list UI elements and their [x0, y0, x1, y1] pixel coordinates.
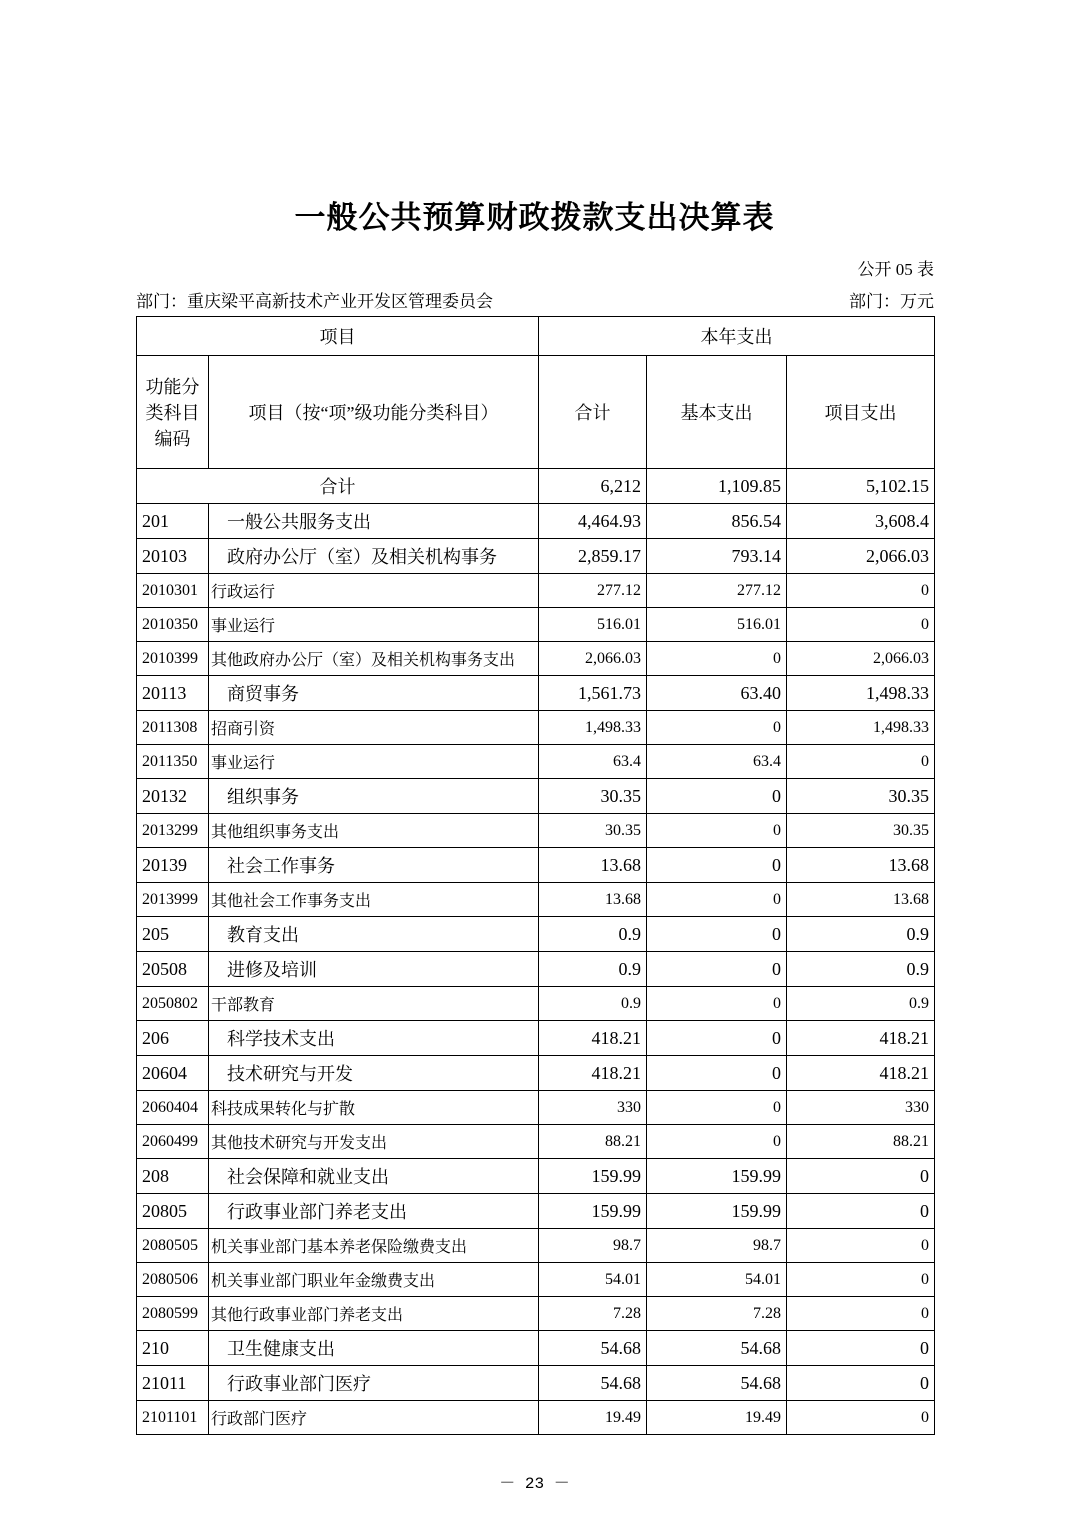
row-project: 0 [787, 574, 935, 608]
header-col-total: 合计 [539, 356, 647, 469]
row-basic: 856.54 [647, 504, 787, 539]
row-basic: 0 [647, 987, 787, 1021]
table-row [137, 814, 935, 848]
header-col-project: 项目支出 [787, 356, 935, 469]
row-basic: 54.68 [647, 1366, 787, 1401]
row-name: 事业运行 [209, 608, 539, 642]
row-total: 418.21 [539, 1056, 647, 1091]
row-code: 2011350 [137, 745, 209, 779]
table-row [137, 608, 935, 642]
row-code: 2060499 [137, 1125, 209, 1159]
row-total: 4,464.93 [539, 504, 647, 539]
row-name: 其他社会工作事务支出 [209, 883, 539, 917]
page-number: － 23 － [499, 1475, 570, 1493]
row-project: 418.21 [787, 1021, 935, 1056]
row-project: 88.21 [787, 1125, 935, 1159]
table-row [137, 1194, 935, 1229]
row-total: 2,859.17 [539, 539, 647, 574]
table-row [137, 1021, 935, 1056]
row-project: 30.35 [787, 779, 935, 814]
meta-row [136, 287, 934, 312]
row-basic: 277.12 [647, 574, 787, 608]
row-total-total: 6,212 [539, 469, 647, 504]
table-row [137, 642, 935, 676]
table-row [137, 1229, 935, 1263]
row-code: 2013299 [137, 814, 209, 848]
row-project: 0 [787, 1229, 935, 1263]
row-project: 0 [787, 1194, 935, 1229]
table-row [137, 883, 935, 917]
row-total: 1,498.33 [539, 711, 647, 745]
row-basic: 0 [647, 779, 787, 814]
row-name: 教育支出 [209, 917, 539, 952]
row-name: 社会保障和就业支出 [209, 1159, 539, 1194]
row-name: 其他行政事业部门养老支出 [209, 1297, 539, 1331]
row-name: 行政运行 [209, 574, 539, 608]
row-name: 卫生健康支出 [209, 1331, 539, 1366]
table-row [137, 1091, 935, 1125]
table-row [137, 779, 935, 814]
row-name: 行政部门医疗 [209, 1401, 539, 1435]
row-basic: 0 [647, 711, 787, 745]
row-code: 20805 [137, 1194, 209, 1229]
row-total: 330 [539, 1091, 647, 1125]
table-row [137, 952, 935, 987]
table-row [137, 1125, 935, 1159]
table-row [137, 917, 935, 952]
form-number: 公开 05 表 [857, 260, 934, 279]
row-total: 98.7 [539, 1229, 647, 1263]
row-code: 20508 [137, 952, 209, 987]
row-project: 0 [787, 608, 935, 642]
table-row [137, 1331, 935, 1366]
row-project: 418.21 [787, 1056, 935, 1091]
table-row [137, 1366, 935, 1401]
row-name: 行政事业部门养老支出 [209, 1194, 539, 1229]
row-project: 13.68 [787, 883, 935, 917]
row-code: 2080599 [137, 1297, 209, 1331]
row-name: 机关事业部门基本养老保险缴费支出 [209, 1229, 539, 1263]
header-col-code: 功能分类科目编码 [137, 356, 209, 469]
row-project: 0 [787, 1331, 935, 1366]
row-basic: 516.01 [647, 608, 787, 642]
row-code: 2013999 [137, 883, 209, 917]
row-basic: 0 [647, 1056, 787, 1091]
table-row [137, 745, 935, 779]
table-row [137, 1297, 935, 1331]
row-project: 0 [787, 745, 935, 779]
row-name: 科技成果转化与扩散 [209, 1091, 539, 1125]
row-project: 1,498.33 [787, 676, 935, 711]
table-row [137, 1263, 935, 1297]
row-name: 干部教育 [209, 987, 539, 1021]
row-total: 159.99 [539, 1159, 647, 1194]
row-total: 418.21 [539, 1021, 647, 1056]
row-total: 54.68 [539, 1331, 647, 1366]
table-row [137, 711, 935, 745]
row-code: 2080505 [137, 1229, 209, 1263]
budget-table [136, 316, 935, 1435]
department-label: 部门：重庆梁平高新技术产业开发区管理委员会 [136, 292, 493, 311]
row-name: 商贸事务 [209, 676, 539, 711]
row-code: 20132 [137, 779, 209, 814]
row-total-project: 5,102.15 [787, 469, 935, 504]
row-basic: 63.4 [647, 745, 787, 779]
row-basic: 0 [647, 814, 787, 848]
row-code: 206 [137, 1021, 209, 1056]
row-basic: 0 [647, 1091, 787, 1125]
row-total: 277.12 [539, 574, 647, 608]
row-project: 0 [787, 1263, 935, 1297]
row-total: 30.35 [539, 814, 647, 848]
row-project: 2,066.03 [787, 642, 935, 676]
row-name: 机关事业部门职业年金缴费支出 [209, 1263, 539, 1297]
row-project: 0 [787, 1159, 935, 1194]
row-code: 2010399 [137, 642, 209, 676]
row-name: 其他政府办公厅（室）及相关机构事务支出 [209, 642, 539, 676]
row-project: 0.9 [787, 952, 935, 987]
row-project: 13.68 [787, 848, 935, 883]
row-code: 2060404 [137, 1091, 209, 1125]
table-row [137, 848, 935, 883]
row-project: 0 [787, 1401, 935, 1435]
row-total: 2,066.03 [539, 642, 647, 676]
header-col-name: 项目（按“项”级功能分类科目） [209, 356, 539, 469]
row-code: 205 [137, 917, 209, 952]
row-basic: 63.40 [647, 676, 787, 711]
row-code: 2010350 [137, 608, 209, 642]
row-basic: 0 [647, 917, 787, 952]
row-total: 7.28 [539, 1297, 647, 1331]
row-name: 进修及培训 [209, 952, 539, 987]
row-project: 3,608.4 [787, 504, 935, 539]
row-basic: 159.99 [647, 1194, 787, 1229]
row-name: 组织事务 [209, 779, 539, 814]
row-total-label: 合计 [137, 469, 539, 504]
row-total: 13.68 [539, 883, 647, 917]
row-code: 2011308 [137, 711, 209, 745]
row-total: 13.68 [539, 848, 647, 883]
row-total: 54.68 [539, 1366, 647, 1401]
table-row [137, 1056, 935, 1091]
row-project: 0 [787, 1366, 935, 1401]
row-total: 63.4 [539, 745, 647, 779]
row-basic: 7.28 [647, 1297, 787, 1331]
row-name: 招商引资 [209, 711, 539, 745]
row-code: 20604 [137, 1056, 209, 1091]
row-name: 政府办公厅（室）及相关机构事务 [209, 539, 539, 574]
row-code: 210 [137, 1331, 209, 1366]
row-code: 2080506 [137, 1263, 209, 1297]
row-project: 0.9 [787, 917, 935, 952]
row-basic: 159.99 [647, 1159, 787, 1194]
row-code: 20139 [137, 848, 209, 883]
table-row [137, 676, 935, 711]
row-total: 516.01 [539, 608, 647, 642]
row-total: 1,561.73 [539, 676, 647, 711]
row-code: 2010301 [137, 574, 209, 608]
row-total: 30.35 [539, 779, 647, 814]
table-body [137, 469, 935, 1435]
row-name: 一般公共服务支出 [209, 504, 539, 539]
table-row [137, 539, 935, 574]
unit-label: 部门：万元 [849, 292, 934, 311]
row-total: 19.49 [539, 1401, 647, 1435]
row-project: 2,066.03 [787, 539, 935, 574]
table-row [137, 1401, 935, 1435]
row-basic: 0 [647, 952, 787, 987]
row-name: 技术研究与开发 [209, 1056, 539, 1091]
row-total: 54.01 [539, 1263, 647, 1297]
row-basic: 98.7 [647, 1229, 787, 1263]
row-total: 0.9 [539, 987, 647, 1021]
page-title: 一般公共预算财政拨款支出决算表 [294, 200, 775, 235]
row-basic: 793.14 [647, 539, 787, 574]
row-code: 201 [137, 504, 209, 539]
row-name: 其他组织事务支出 [209, 814, 539, 848]
row-basic: 0 [647, 642, 787, 676]
row-total: 159.99 [539, 1194, 647, 1229]
table-row [137, 987, 935, 1021]
header-group-item: 项目 [137, 317, 539, 356]
row-name: 科学技术支出 [209, 1021, 539, 1056]
row-basic: 54.01 [647, 1263, 787, 1297]
row-code: 208 [137, 1159, 209, 1194]
row-project: 30.35 [787, 814, 935, 848]
header-group-expense: 本年支出 [539, 317, 935, 356]
row-total: 0.9 [539, 952, 647, 987]
row-code: 20113 [137, 676, 209, 711]
row-name: 其他技术研究与开发支出 [209, 1125, 539, 1159]
row-code: 21011 [137, 1366, 209, 1401]
row-name: 社会工作事务 [209, 848, 539, 883]
row-project: 0.9 [787, 987, 935, 1021]
row-total-basic: 1,109.85 [647, 469, 787, 504]
row-total: 0.9 [539, 917, 647, 952]
row-basic: 0 [647, 1021, 787, 1056]
row-basic: 19.49 [647, 1401, 787, 1435]
row-basic: 0 [647, 883, 787, 917]
table-row [137, 1159, 935, 1194]
row-project: 330 [787, 1091, 935, 1125]
table-row [137, 504, 935, 539]
row-basic: 0 [647, 848, 787, 883]
row-name: 事业运行 [209, 745, 539, 779]
row-name: 行政事业部门医疗 [209, 1366, 539, 1401]
row-code: 2101101 [137, 1401, 209, 1435]
row-project: 1,498.33 [787, 711, 935, 745]
table-row-total [137, 469, 935, 504]
row-code: 20103 [137, 539, 209, 574]
table-row [137, 574, 935, 608]
row-basic: 0 [647, 1125, 787, 1159]
row-total: 88.21 [539, 1125, 647, 1159]
header-col-basic: 基本支出 [647, 356, 787, 469]
row-project: 0 [787, 1297, 935, 1331]
row-code: 2050802 [137, 987, 209, 1021]
table-header [137, 317, 935, 469]
row-basic: 54.68 [647, 1331, 787, 1366]
